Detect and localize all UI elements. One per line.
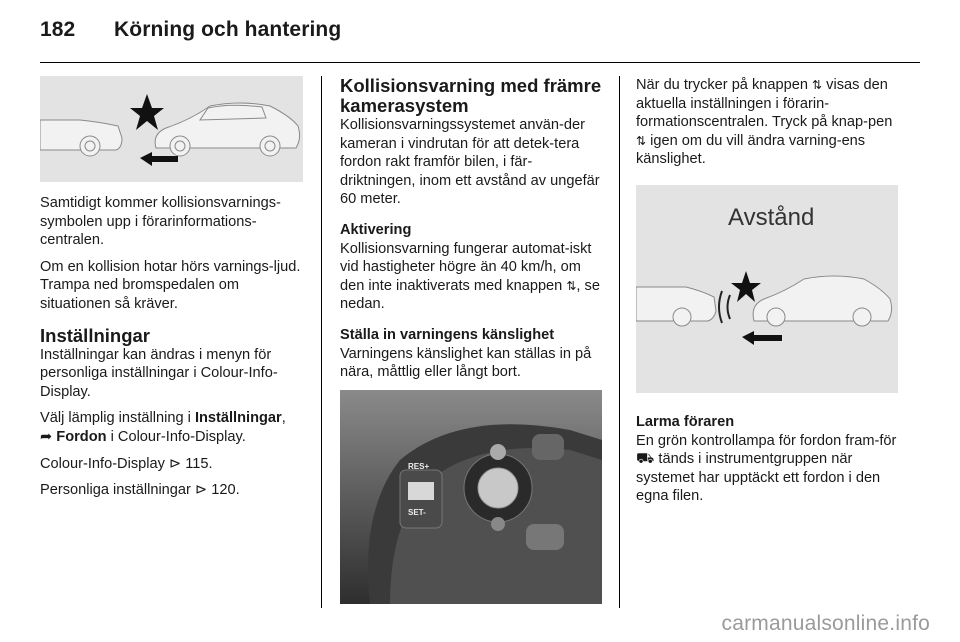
steering-wheel-illustration: [340, 390, 602, 604]
section-heading: Kollisionsvarning med främre kamerasystem: [340, 75, 602, 116]
reference: Colour-Info-Display ⊳ 115.: [40, 455, 213, 472]
paragraph: Kollisionsvarning fungerar automat-iskt vid hastigheter högre än 40 km/h, om den inte inaktiverats med knappen ⇅, se nedan.: [340, 240, 600, 313]
reference: Personliga inställningar ⊳ 120.: [40, 482, 240, 499]
paragraph: Kollisionsvarningssystemet använ-der kameran i vindrutan för att detek-tera fordon rakt framför bilen, i fär-driktningen, inom ett avstånd av ungefär 60 meter.: [340, 117, 600, 208]
collision-illustration: [40, 76, 303, 182]
column-3: [636, 76, 906, 514]
collision-warning-icon: ⇅: [812, 78, 823, 92]
section-heading: Inställningar: [40, 324, 150, 346]
display-label: Avstånd: [728, 203, 815, 231]
car-front-icon: ⛟: [636, 451, 655, 468]
paragraph: Välj lämplig inställning i Inställningar, ➦ Fordon i Colour-Info-Display.: [40, 410, 286, 445]
paragraph: En grön kontrollampa för fordon fram-för ⛟ tänds i instrumentgruppen när systemet har upptäckt ett fordon i den egna filen.: [636, 432, 897, 505]
subheading: Aktivering: [340, 221, 412, 238]
column-divider-1: [321, 76, 322, 608]
column-divider-2: [619, 76, 620, 608]
header-rule: [40, 62, 920, 63]
vehicle-menu-label: Fordon: [56, 428, 107, 445]
column-2: [340, 76, 604, 604]
page-ref-icon: ⊳: [194, 482, 208, 499]
paragraph: Varningens känslighet kan ställas in på nära, måttlig eller långt bort.: [340, 345, 592, 381]
subheading: Ställa in varningens känslighet: [340, 326, 555, 343]
settings-menu-label: Inställningar: [194, 410, 282, 427]
page-number: 182: [40, 18, 76, 41]
paragraph: När du trycker på knappen ⇅ visas den aktuella inställningen i förarin-formationscentralen. Tryck på knap-pen ⇅ igen om du vill ändra varning-ens känslighet.: [636, 77, 893, 168]
paragraph: Om en kollision hotar hörs varnings-ljud. Trampa ned bromspedalen om situationen så kräver.: [40, 258, 301, 312]
paragraph: Samtidigt kommer kollisionsvarnings-symbolen upp i förarinformations-centralen.: [40, 195, 281, 249]
res-plus-button: RES+: [408, 461, 430, 471]
paragraph: Inställningar kan ändras i menyn för personliga inställningar i Colour-Info-Display.: [40, 346, 278, 400]
page-title: Körning och hantering: [114, 18, 342, 41]
watermark: carmanualsonline.info: [721, 612, 930, 635]
display-figure: [636, 185, 898, 393]
subheading: Larma föraren: [636, 413, 735, 430]
page-ref-icon: ⊳: [168, 455, 182, 472]
steering-wheel-figure: [340, 390, 602, 604]
chevron-right-icon: ➦: [40, 428, 53, 445]
column-1: [40, 76, 305, 508]
set-minus-button: SET-: [408, 507, 426, 517]
collision-warning-icon: ⇅: [566, 278, 577, 293]
collision-warning-icon: ⇅: [636, 133, 647, 148]
page-header: [40, 18, 341, 42]
